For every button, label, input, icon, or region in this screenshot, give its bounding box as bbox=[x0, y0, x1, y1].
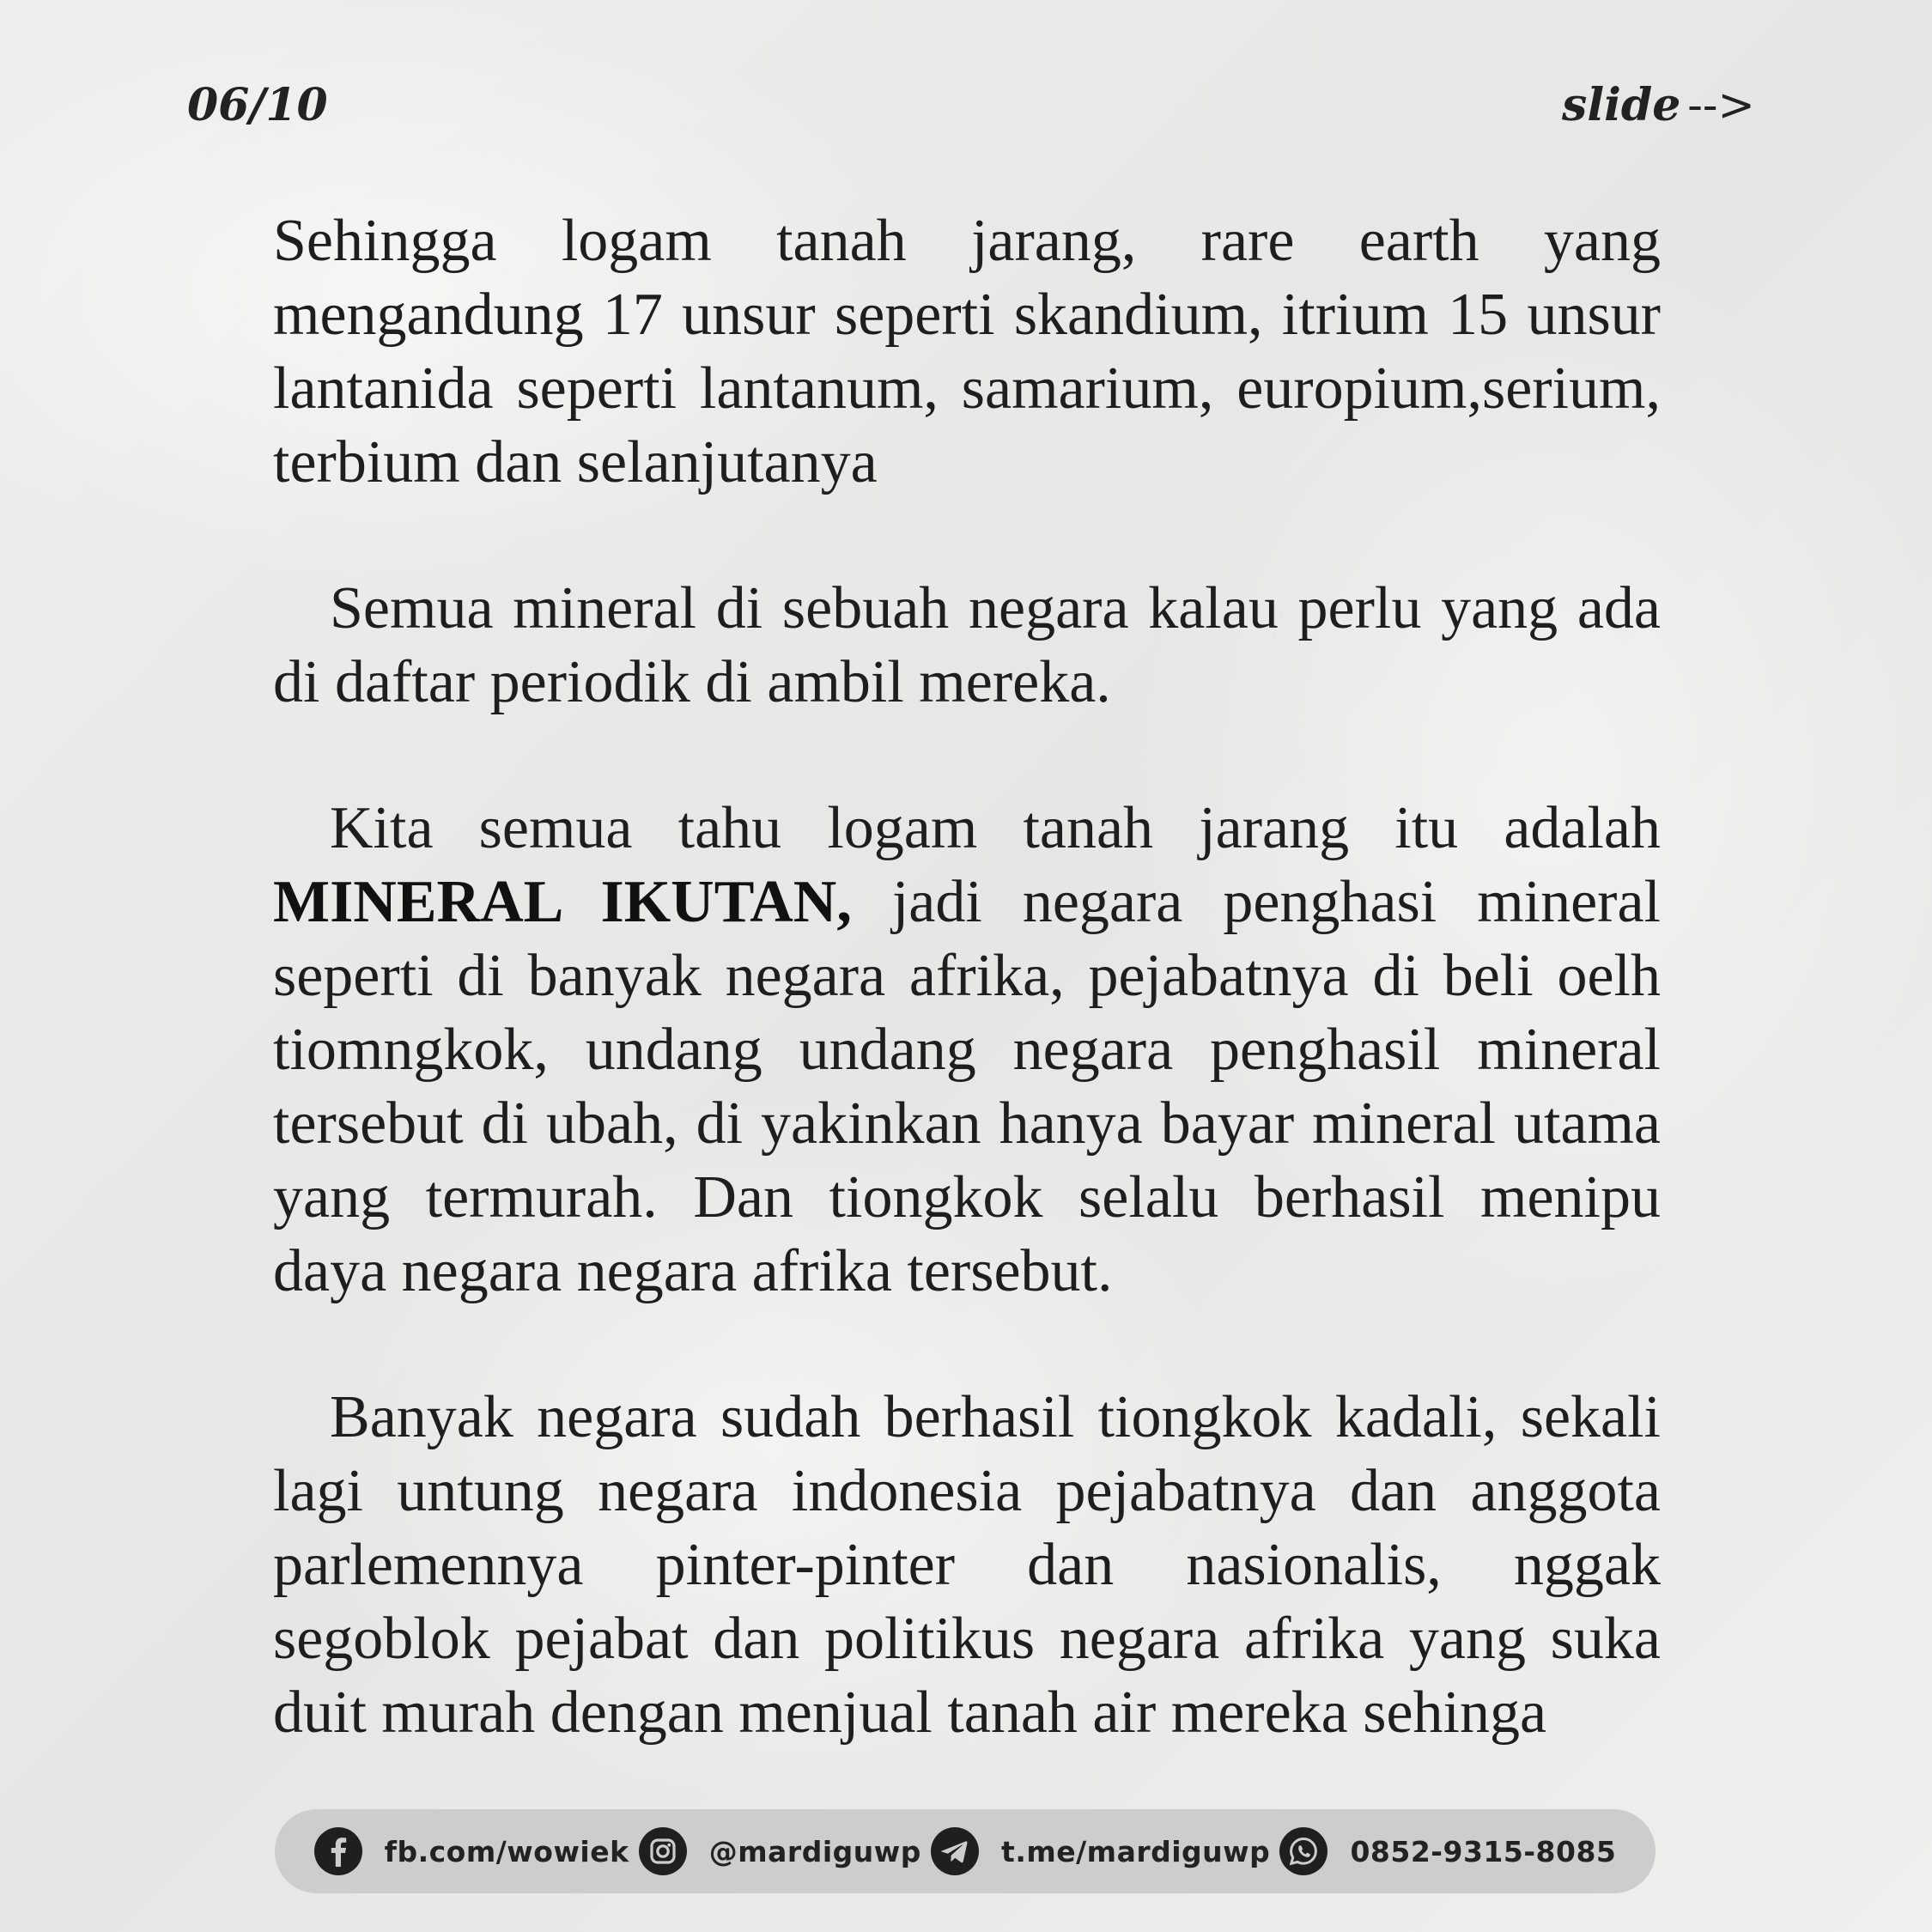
whatsapp-number[interactable]: 0852-9315-8085 bbox=[1350, 1834, 1617, 1868]
telegram-link[interactable]: t.me/mardiguwp bbox=[1001, 1834, 1271, 1868]
page-indicator: 06/10 bbox=[187, 79, 328, 131]
telegram-icon bbox=[931, 1827, 979, 1875]
paragraph-3-rest: jadi negara penghasi mineral seperti di banyak negara afrika, pejabatnya di beli oelh tiomngkok, undang undang negara penghasil mineral tersebut di ubah, di yakinkan hanya bayar mineral utama yang termurah. Dan tiongkok selalu berhasil menipu daya negara negara afrika tersebut. bbox=[273, 869, 1662, 1304]
instagram-icon bbox=[639, 1827, 687, 1875]
instagram-handle[interactable]: @mardiguwp bbox=[708, 1834, 921, 1868]
article-body bbox=[273, 204, 1661, 1750]
paragraph-4: Banyak negara sudah berhasil tiongkok kadali, sekali lagi untung negara indonesia pejabatnya dan anggota parlemennya pinter-pinter dan nasionalis, nggak segoblok pejabat dan politikus negara afrika yang suka duit murah dengan menjual tanah air mereka sehinga bbox=[273, 1384, 1661, 1746]
paragraph-3 bbox=[273, 792, 1661, 1309]
paragraph-3-lead: Kita semua tahu logam tanah jarang itu adalah bbox=[330, 795, 1661, 861]
facebook-icon bbox=[314, 1827, 362, 1875]
paragraph-1: Sehingga logam tanah jarang, rare earth yang mengandung 17 unsur seperti skandium, itrium 15 unsur lantanida seperti lantanum, samarium, europium,serium, terbium dan selanjutanya bbox=[273, 208, 1661, 495]
footer-whatsapp[interactable] bbox=[1279, 1827, 1616, 1875]
next-slide-label: slide bbox=[1562, 79, 1681, 131]
paragraph-2: Semua mineral di sebuah negara kalau perlu yang ada di daftar periodik di ambil mereka. bbox=[273, 575, 1661, 715]
footer-telegram[interactable] bbox=[931, 1827, 1270, 1875]
social-footer bbox=[275, 1809, 1656, 1893]
paragraph-3-emphasis: MINERAL IKUTAN, bbox=[273, 869, 852, 935]
facebook-link[interactable]: fb.com/wowiek bbox=[384, 1834, 629, 1868]
footer-instagram[interactable] bbox=[639, 1827, 921, 1875]
next-slide-hint bbox=[1562, 79, 1755, 131]
whatsapp-icon bbox=[1279, 1827, 1327, 1875]
next-slide-arrow: --> bbox=[1687, 80, 1755, 131]
footer-facebook[interactable] bbox=[314, 1827, 629, 1875]
